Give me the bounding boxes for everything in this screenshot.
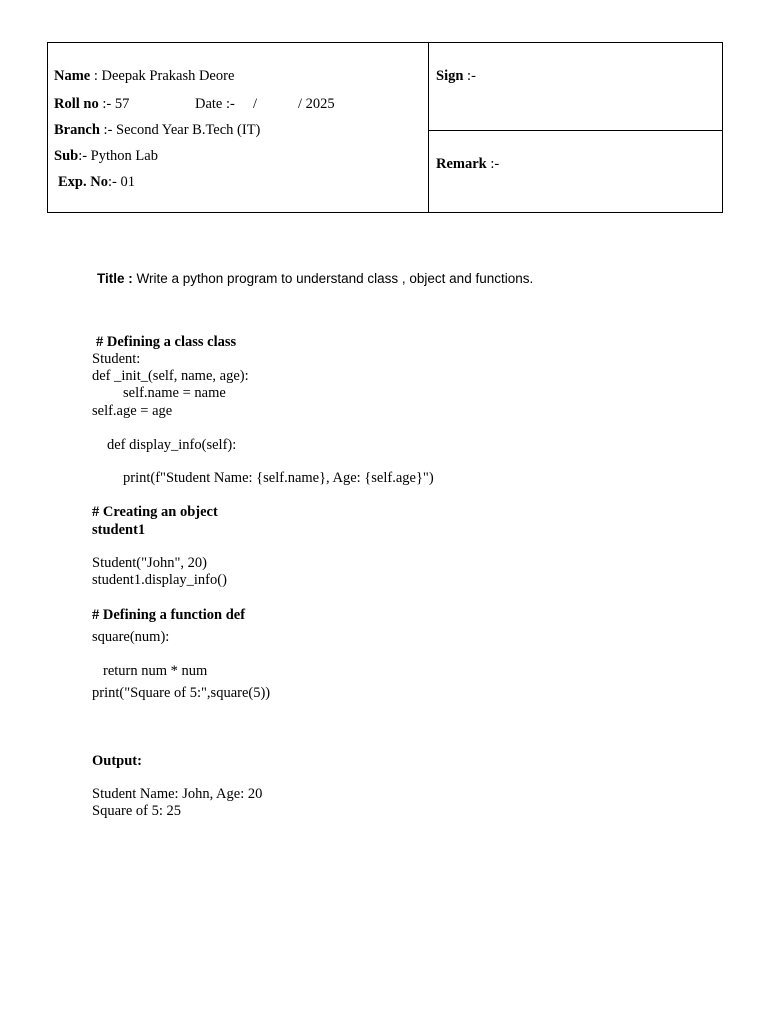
output-line-2: Square of 5: 25 [92, 803, 181, 819]
roll-label: Roll no [54, 96, 99, 112]
code-line-student1: student1 [92, 522, 146, 538]
code-line-print-square: print("Square of 5:",square(5)) [92, 685, 271, 701]
title-text: Write a python program to understand class , object and functions. [132, 271, 534, 286]
code-line-print-info: print(f"Student Name: {self.name}, Age: {self.age}") [123, 470, 434, 486]
name-label: Name [54, 68, 91, 84]
remark-label: Remark [436, 156, 487, 172]
exp-value: :- 01 [107, 174, 135, 190]
title-line [97, 270, 533, 287]
sub-value: :- Python Lab [78, 148, 158, 164]
sub-row [54, 148, 158, 165]
header-divider-horizontal [429, 130, 723, 131]
code-line-def-init: def _init_(self, name, age): [92, 368, 249, 384]
exp-label: Exp. No [58, 174, 108, 190]
code-line-student-john: Student("John", 20) [92, 555, 207, 571]
output-label: Output: [92, 753, 142, 769]
header-divider-vertical [428, 43, 429, 212]
sign-row [436, 68, 476, 85]
code-line-display-call: student1.display_info() [92, 572, 227, 588]
code-line-return: return num * num [103, 663, 208, 679]
date-separator: / [253, 96, 258, 112]
code-comment-object: # Creating an object [92, 504, 218, 520]
title-label: Title : [97, 271, 133, 286]
sub-label: Sub [54, 148, 79, 164]
name-value: : Deepak Prakash Deore [90, 68, 235, 84]
sign-value: :- [463, 68, 476, 84]
roll-value: :- 57 [98, 96, 130, 112]
code-line-def-display: def display_info(self): [107, 437, 237, 453]
output-line-1: Student Name: John, Age: 20 [92, 786, 263, 802]
code-line-self-name: self.name = name [123, 385, 226, 401]
name-row [54, 68, 234, 85]
branch-value: :- Second Year B.Tech (IT) [99, 122, 261, 138]
code-line-square-def: square(num): [92, 629, 170, 645]
branch-row [54, 122, 260, 139]
roll-row [54, 96, 129, 113]
sign-label: Sign [436, 68, 464, 84]
code-line-student: Student: [92, 351, 141, 367]
date-year: / 2025 [298, 96, 335, 112]
date-label: Date :- [195, 96, 235, 112]
code-line-self-age: self.age = age [92, 403, 173, 419]
code-comment-class: # Defining a class class [96, 334, 237, 350]
exp-row [58, 174, 135, 191]
remark-row [436, 156, 499, 173]
branch-label: Branch [54, 122, 100, 138]
remark-value: :- [486, 156, 500, 172]
code-comment-function: # Defining a function def [92, 607, 246, 623]
